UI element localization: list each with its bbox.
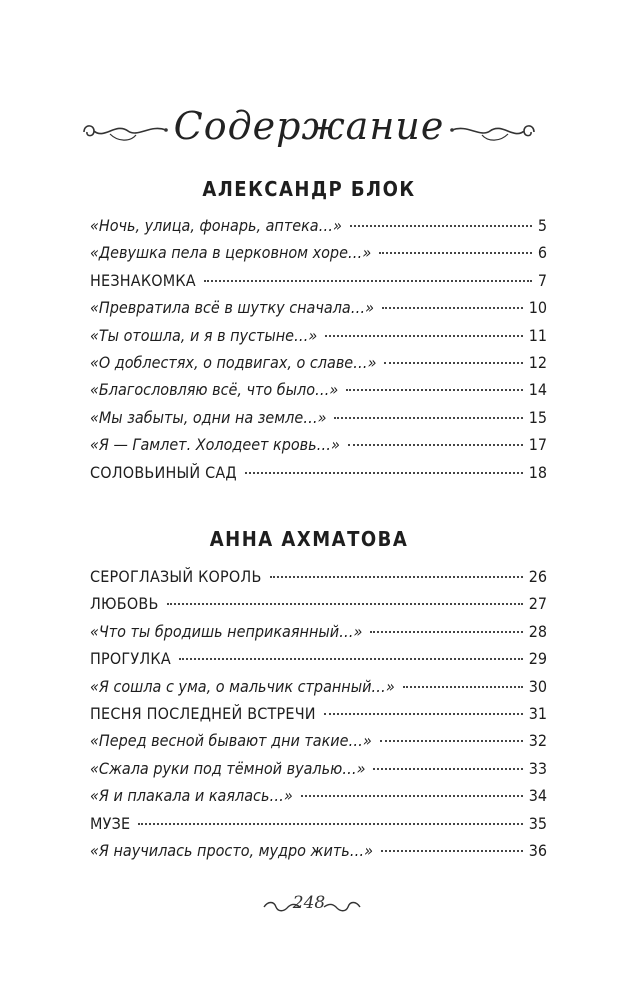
toc-entry-title: «Перед весной бывают дни такие…» [90,731,372,751]
toc-entry-title: «Я сошла с ума, о мальчик странный…» [90,676,395,696]
toc-entry-page: 17 [528,435,547,455]
dot-leader [373,768,522,770]
toc-entry[interactable] [90,755,547,782]
dot-leader [334,417,522,419]
dot-leader [380,740,523,742]
toc-entry-page: 32 [528,731,547,751]
toc-entry[interactable] [90,645,547,672]
toc-list-blok [90,212,547,486]
toc-entry[interactable] [90,376,547,403]
toc-entry-title: СОЛОВЬИНЫЙ САД [90,462,237,482]
toc-entry-page: 26 [528,567,547,586]
toc-entry-page: 6 [537,243,547,263]
toc-entry-title: «Сжала руки под тёмной вуалью…» [90,758,366,778]
toc-entry-title: «О доблестях, о подвигах, о славе…» [90,352,377,372]
toc-entry-title: «Благословляю всё, что было…» [90,380,339,400]
toc-entry[interactable] [90,212,547,239]
toc-entry-page: 14 [528,380,547,400]
toc-entry-page: 12 [528,352,547,372]
dot-leader [379,252,532,254]
toc-entry-title: МУЗЕ [90,813,131,833]
toc-entry-page: 15 [528,407,547,427]
dot-leader [403,686,523,688]
dot-leader [179,658,523,660]
toc-entry-title: СЕРОГЛАЗЫЙ КОРОЛЬ [90,567,262,586]
toc-entry[interactable] [90,431,547,458]
toc-entry-title: НЕЗНАКОМКА [90,270,196,290]
toc-entry-title: ПРОГУЛКА [90,649,171,669]
toc-entry[interactable] [90,837,547,864]
toc-entry[interactable] [90,239,547,266]
dot-leader [381,850,523,852]
dot-leader [382,307,523,309]
dot-leader [384,362,522,364]
toc-entry-title: «Ночь, улица, фонарь, аптека…» [90,216,342,235]
dot-leader [167,603,523,605]
dot-leader [346,389,522,391]
toc-entry-page: 35 [528,813,547,833]
dot-leader [348,444,523,446]
toc-entry[interactable] [90,322,547,349]
page-footer [0,893,618,917]
toc-entry[interactable] [90,727,547,754]
toc-entry-title: «Я научилась просто, мудро жить…» [90,840,373,860]
toc-entry-page: 34 [528,786,547,806]
page-title: Содержание [173,104,445,148]
toc-entry-page: 36 [528,840,547,860]
toc-entry-title: ЛЮБОВЬ [90,594,159,614]
dot-leader [138,823,522,825]
toc-entry-title: «Я — Гамлет. Холодеет кровь…» [90,435,340,455]
toc-entry-title: «Что ты бродишь неприкаянный…» [90,621,363,641]
toc-entry[interactable] [90,404,547,431]
dot-leader [325,335,522,337]
dot-leader [370,631,522,633]
toc-entry-title: «Ты отошла, и я в пустыне…» [90,325,318,345]
toc-entry-title: «Девушка пела в церковном хоре…» [90,243,372,263]
toc-entry[interactable] [90,618,547,645]
toc-entry[interactable] [90,563,547,590]
toc-entry[interactable] [90,459,547,486]
toc-entry-page: 7 [537,270,547,290]
section-title-blok: АЛЕКСАНДР БЛОК [202,177,416,201]
right-flourish-icon [448,118,538,144]
toc-entry[interactable] [90,673,547,700]
toc-entry[interactable] [90,590,547,617]
dot-leader [204,280,532,282]
toc-entry[interactable] [90,810,547,837]
toc-list-akhmatova [90,563,547,864]
dot-leader [270,576,523,578]
heading-row [0,104,618,154]
toc-entry-title: «Превратила всё в шутку сначала…» [90,298,374,318]
right-swirl-ornament-icon [322,901,362,913]
toc-entry-page: 31 [528,703,547,723]
toc-entry-page: 11 [528,325,547,345]
toc-entry[interactable] [90,700,547,727]
toc-entry[interactable] [90,294,547,321]
dot-leader [350,225,532,227]
toc-entry-page: 18 [528,462,547,482]
toc-entry-title: ПЕСНЯ ПОСЛЕДНЕЙ ВСТРЕЧИ [90,703,316,723]
page-number: 248 [292,893,326,913]
toc-entry-page: 29 [528,649,547,669]
toc-entry[interactable] [90,782,547,809]
toc-entry-page: 30 [528,676,547,696]
section-title-akhmatova: АННА АХМАТОВА [209,527,409,551]
dot-leader [324,713,523,715]
dot-leader [301,795,523,797]
dot-leader [245,472,523,474]
toc-entry-page: 10 [528,298,547,318]
toc-entry-page: 5 [537,216,547,235]
toc-entry[interactable] [90,267,547,294]
toc-entry-page: 27 [528,594,547,614]
toc-entry[interactable] [90,349,547,376]
toc-entry-page: 33 [528,758,547,778]
toc-entry-title: «Мы забыты, одни на земле…» [90,407,327,427]
toc-entry-title: «Я и плакала и каялась…» [90,786,293,806]
toc-entry-page: 28 [528,621,547,641]
